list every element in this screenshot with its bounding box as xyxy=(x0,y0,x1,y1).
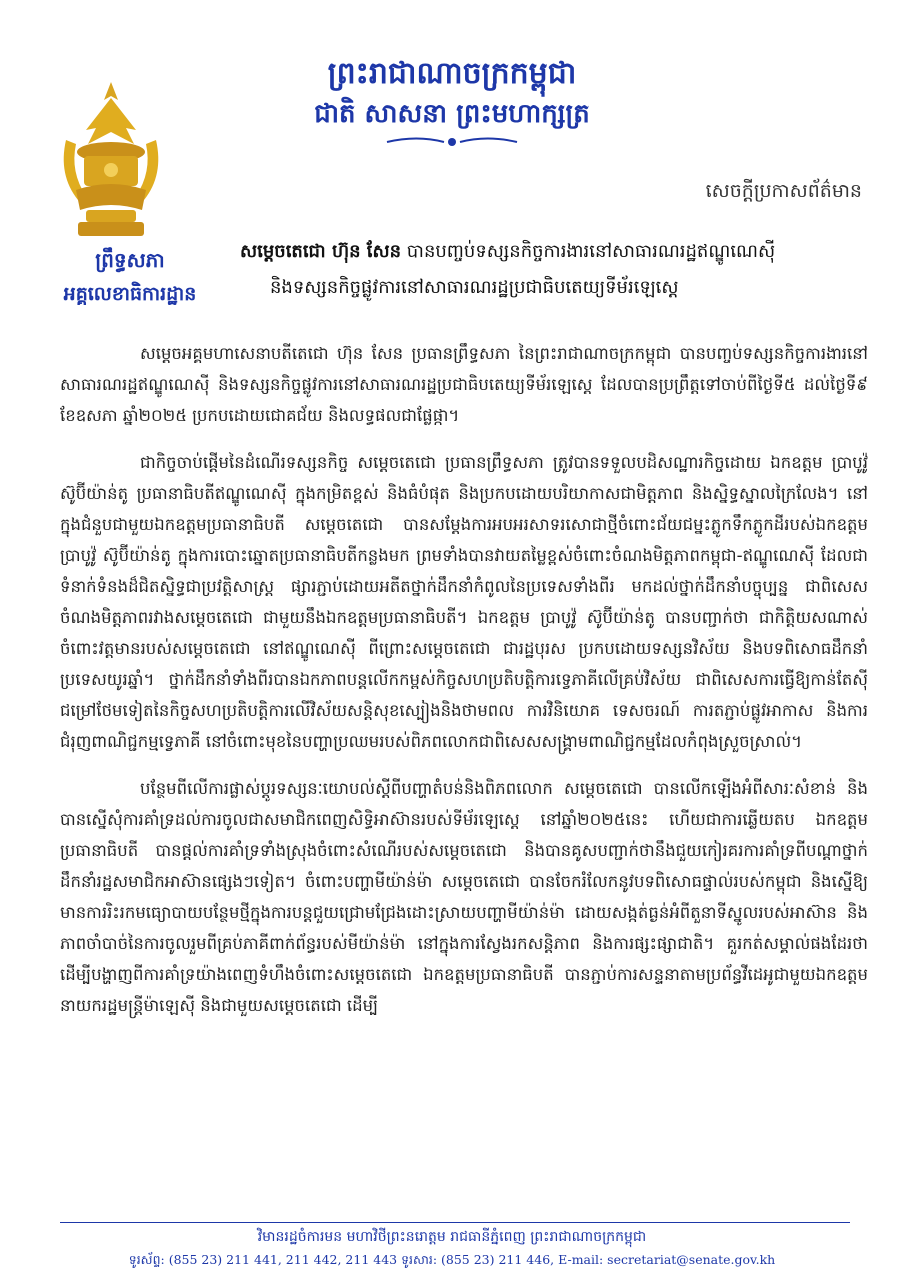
org-name: ព្រឹទ្ធសភា xyxy=(95,248,165,272)
footer-contact: ទូរស័ព្ទ: (855 23) 211 441, 211 442, 211 443 ទូរសារ: (855 23) 211 446, E-mail: secretariat@senate.gov.kh xyxy=(128,1252,776,1267)
footer-address: វិមានរដ្ឋចំការមន មហាវិថីព្រះនរោត្តម រាជធានីភ្នំពេញ ព្រះរាជាណាចក្រកម្ពុជា xyxy=(257,1229,647,1245)
headline-line-1 xyxy=(240,238,860,266)
headline-name: សម្តេចតេជោ ហ៊ុន សែន xyxy=(240,241,402,262)
press-release-label: សេចក្តីប្រកាសព័ត៌មាន xyxy=(705,180,862,202)
national-motto: ជាតិ សាសនា ព្រះមហាក្សត្រ xyxy=(314,99,590,129)
kingdom-title: ព្រះរាជាណាចក្រកម្ពុជា xyxy=(327,56,577,91)
footer-divider xyxy=(60,1222,850,1223)
press-body xyxy=(60,338,868,1037)
letterhead xyxy=(0,0,904,330)
org-department: អគ្គលេខាធិការដ្ឋាន xyxy=(63,283,197,305)
headline-rest: បានបញ្ចប់ទស្សនកិច្ចការងារនៅសាធារណរដ្ឋឥណ្ឌូណេស៊ី xyxy=(401,241,776,262)
paragraph-2: ជាកិច្ចចាប់ផ្តើមនៃដំណើរទស្សនកិច្ច សម្តេចតេជោ ប្រធានព្រឹទ្ធសភា ត្រូវបានទទួលបដិសណ្ឋារកិច្ចដោយ ឯកឧត្តម ប្រាបូវ៉ូ ស៊ូប៊ីយ៉ាន់តូ ប្រធានាធិបតីឥណ្ឌូណេស៊ី ក្នុងកម្រិតខ្ពស់ និងធំបំផុត និងប្រកបដោយបរិយាកាសជាមិត្តភាព និងស្និទ្ធស្នាលក្រៃលែង។ នៅក្នុងជំនួបជាមួយឯកឧត្តមប្រធានាធិបតី សម្តេចតេជោ បានសម្តែងការអបអរសាទរសោជាថ្មីចំពោះជ័យជម្នះភ្លូកទឹកភ្លូកដីរបស់ឯកឧត្តម ប្រាបូវ៉ូ ស៊ូប៊ីយ៉ាន់តូ ក្នុងការបោះឆ្នោតប្រធានាធិបតីកន្លងមក ព្រមទាំងបានវាយតម្លៃខ្ពស់ចំពោះចំណងមិត្តភាពកម្ពុជា-ឥណ្ឌូណេស៊ី ដែលជាទំនាក់ទំនងដ៏ជិតស្និទ្ធជាប្រវត្តិសាស្ត្រ ផ្សារភ្ជាប់ដោយអតីតថ្នាក់ដឹកនាំកំពូលនៃប្រទេសទាំងពីរ មកដល់ថ្នាក់ដឹកនាំបច្ចុប្បន្ន ជាពិសេសចំណងមិត្តភាពរវាងសម្តេចតេជោ ជាមួយនឹងឯកឧត្តមប្រធានាធិបតី។ ឯកឧត្តម ប្រាបូវ៉ូ ស៊ូប៊ីយ៉ាន់តូ បានបញ្ជាក់ថា ជាកិត្តិយសណាស់ចំពោះវត្តមានរបស់សម្តេចតេជោ នៅឥណ្ឌូណេស៊ី ពីព្រោះសម្តេចតេជោ ជារដ្ឋបុរស ប្រកបដោយទស្សនវិស័យ និងបទពិសោធដឹកនាំប្រទេសយូរឆ្នាំ។ ថ្នាក់ដឹកនាំទាំងពីរបានឯកភាពបន្តលើកកម្ពស់កិច្ចសហប្រតិបត្តិការទ្វេភាគីលើគ្រប់វិស័យ ជាពិសេសការធ្វើឱ្យកាន់តែស៊ីជម្រៅថែមទៀតនៃកិច្ចសហប្រតិបត្តិការលើវិស័យសន្តិសុខស្បៀងនិងថាមពល ការវិនិយោគ ទេសចរណ៍ ការតភ្ជាប់ផ្លូវអាកាស និងការជំរុញពាណិជ្ជកម្មទ្វេភាគី នៅចំពោះមុខនៃបញ្ហាប្រឈមរបស់ពិភពលោកជាពិសេសសង្គ្រាមពាណិជ្ជកម្មដែលកំពុងស្រួចស្រាល់។ xyxy=(60,453,868,751)
senate-emblem-icon xyxy=(56,80,166,240)
divider-ornament-icon xyxy=(382,134,522,150)
paragraph-3: បន្ថែមពីលើការផ្លាស់ប្តូរទស្សនៈយោបល់ស្តីពីបញ្ហាតំបន់និងពិភពលោក សម្តេចតេជោ បានលើកឡើងអំពីសារៈសំខាន់ និងបានស្នើសុំការគាំទ្រដល់ការចូលជាសមាជិកពេញសិទ្ធិអាស៊ានរបស់ទីម័រឡេស្តេ នៅឆ្នាំ២០២៥នេះ ហើយជាការឆ្លើយតប ឯកឧត្តមប្រធានាធិបតី បានផ្តល់ការគាំទ្រទាំងស្រុងចំពោះសំណើរបស់សម្តេចតេជោ និងបានគូសបញ្ជាក់ថានឹងជួយកៀរគរការគាំទ្រពីបណ្តាថ្នាក់ដឹកនាំរដ្ឋសមាជិកអាស៊ានផ្សេងៗទៀត។ ចំពោះបញ្ហាមីយ៉ាន់ម៉ា សម្តេចតេជោ បានចែករំលែកនូវបទពិសោធផ្ទាល់របស់កម្ពុជា និងស្នើឱ្យមានការរិះរកមធ្យោបាយបន្ថែមថ្មីក្នុងការបន្តជួយជ្រោមជ្រែងដោះស្រាយបញ្ហាមីយ៉ាន់ម៉ា ដោយសង្កត់ធ្ងន់អំពីតួនាទីស្នូលរបស់អាស៊ាន និងភាពចាំបាច់នៃការចូលរួមពីគ្រប់ភាគីពាក់ព័ន្ធរបស់មីយ៉ាន់ម៉ា នៅក្នុងការស្វែងរកសន្តិភាព និងការផ្សះផ្សាជាតិ។ គួរកត់សម្គាល់ផងដែរថា ដើម្បីបង្ហាញពីការគាំទ្រយ៉ាងពេញទំហឹងចំពោះសម្តេចតេជោ ឯកឧត្តមប្រធានាធិបតី បានភ្ជាប់ការសន្ទនាតាមប្រព័ន្ធវីដេអូជាមួយឯកឧត្តមនាយករដ្ឋមន្ត្រីម៉ាឡេស៊ី និងជាមួយសម្តេចតេជោ ដើម្បី xyxy=(60,779,868,1015)
headline-line-2: និងទស្សនកិច្ចផ្លូវការនៅសាធារណរដ្ឋប្រជាធិបតេយ្យទីម័រឡេស្តេ xyxy=(270,277,679,298)
paragraph-1: សម្តេចអគ្គមហាសេនាបតីតេជោ ហ៊ុន សែន ប្រធានព្រឹទ្ធសភា នៃព្រះរាជាណាចក្រកម្ពុជា បានបញ្ចប់ទស្សនកិច្ចការងារនៅសាធារណរដ្ឋឥណ្ឌូណេស៊ី និងទស្សនកិច្ចផ្លូវការនៅសាធារណរដ្ឋប្រជាធិបតេយ្យទីម័រឡេស្តេ ដែលបានប្រព្រឹត្តទៅចាប់ពីថ្ងៃទី៥ ដល់ថ្ងៃទី៩ ខែឧសភា ឆ្នាំ២០២៥ ប្រកបដោយជោគជ័យ និងលទ្ធផលជាផ្លែផ្កា។ xyxy=(60,344,868,425)
